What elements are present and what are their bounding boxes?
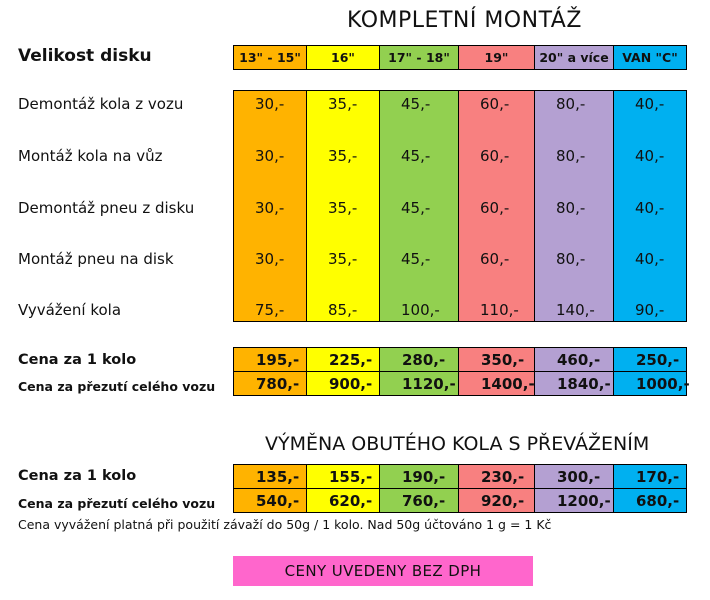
price-cell: 80,-	[556, 147, 586, 165]
total-label-whole-car: Cena za přezutí celého vozu	[18, 379, 216, 394]
service-label: Montáž pneu na disk	[18, 250, 174, 268]
price-cell: 230,-	[459, 465, 535, 488]
price-cell: 460,-	[535, 348, 614, 371]
size-label: Velikost disku	[18, 46, 152, 66]
price-cell: 45,-	[401, 199, 431, 217]
price-cell: 45,-	[401, 147, 431, 165]
price-cell: 250,-	[614, 348, 686, 371]
price-cell: 920,-	[459, 489, 535, 512]
price-cell: 1200,-	[535, 489, 614, 512]
price-cell: 780,-	[234, 372, 307, 395]
price-cell: 40,-	[635, 199, 665, 217]
price-cell: 540,-	[234, 489, 307, 512]
price-cell: 155,-	[307, 465, 380, 488]
price-cell: 760,-	[380, 489, 459, 512]
price-cell: 110,-	[480, 301, 519, 319]
price-cell: 85,-	[328, 301, 358, 319]
price-cell: 900,-	[307, 372, 380, 395]
balancing-note: Cena vyvážení platná při použití závaží do 50g / 1 kolo. Nad 50g účtováno 1 g = 1 Kč	[18, 517, 552, 532]
price-cell: 1120,-	[380, 372, 459, 395]
price-cell: 140,-	[556, 301, 595, 319]
section-title-exchange: VÝMĚNA OBUTÉHO KOLA S PŘEVÁŽENÍM	[265, 433, 650, 455]
price-cell: 75,-	[255, 301, 285, 319]
price-cell: 135,-	[234, 465, 307, 488]
price-cell: 30,-	[255, 250, 285, 268]
price-cell: 45,-	[401, 250, 431, 268]
price-cell: 1400,-	[459, 372, 535, 395]
price-cell: 80,-	[556, 199, 586, 217]
size-header-van: VAN "C"	[613, 45, 687, 70]
price-cell: 35,-	[328, 147, 358, 165]
size-header-17-18: 17" - 18"	[379, 45, 459, 70]
price-cell: 30,-	[255, 147, 285, 165]
price-cell: 80,-	[556, 95, 586, 113]
price-cell: 225,-	[307, 348, 380, 371]
price-cell: 30,-	[255, 95, 285, 113]
price-cell: 90,-	[635, 301, 665, 319]
service-label: Vyvážení kola	[18, 301, 122, 319]
totals-row-per-wheel	[233, 347, 687, 372]
exchange-label-per-wheel: Cena za 1 kolo	[18, 468, 137, 484]
price-cell: 350,-	[459, 348, 535, 371]
price-cell: 620,-	[307, 489, 380, 512]
price-cell: 35,-	[328, 95, 358, 113]
price-cell: 190,-	[380, 465, 459, 488]
service-label: Montáž kola na vůz	[18, 147, 163, 165]
page-title: KOMPLETNÍ MONTÁŽ	[347, 8, 582, 33]
size-header-16: 16"	[306, 45, 380, 70]
price-cell: 170,-	[614, 465, 686, 488]
price-cell: 300,-	[535, 465, 614, 488]
price-cell: 40,-	[635, 147, 665, 165]
service-label: Demontáž pneu z disku	[18, 199, 195, 217]
price-cell: 1000,-	[614, 372, 686, 395]
size-header-19: 19"	[458, 45, 535, 70]
price-cell: 40,-	[635, 250, 665, 268]
price-cell: 680,-	[614, 489, 686, 512]
price-cell: 80,-	[556, 250, 586, 268]
price-cell: 1840,-	[535, 372, 614, 395]
total-label-per-wheel: Cena za 1 kolo	[18, 352, 137, 368]
service-label: Demontáž kola z vozu	[18, 95, 184, 113]
price-cell: 195,-	[234, 348, 307, 371]
size-header-13-15: 13" - 15"	[233, 45, 307, 70]
price-cell: 35,-	[328, 199, 358, 217]
price-cell: 45,-	[401, 95, 431, 113]
price-cell: 30,-	[255, 199, 285, 217]
exchange-row-whole-car	[233, 488, 687, 513]
price-cell: 60,-	[480, 95, 510, 113]
price-cell: 100,-	[401, 301, 440, 319]
price-cell: 60,-	[480, 250, 510, 268]
exchange-row-per-wheel	[233, 464, 687, 489]
totals-row-whole-car	[233, 371, 690, 396]
price-cell: 60,-	[480, 199, 510, 217]
exchange-label-whole-car: Cena za přezutí celého vozu	[18, 496, 216, 511]
price-cell: 60,-	[480, 147, 510, 165]
price-cell: 280,-	[380, 348, 459, 371]
size-header-20-plus: 20" a více	[534, 45, 614, 70]
vat-banner: CENY UVEDENY BEZ DPH	[233, 556, 533, 586]
price-cell: 35,-	[328, 250, 358, 268]
price-cell: 40,-	[635, 95, 665, 113]
